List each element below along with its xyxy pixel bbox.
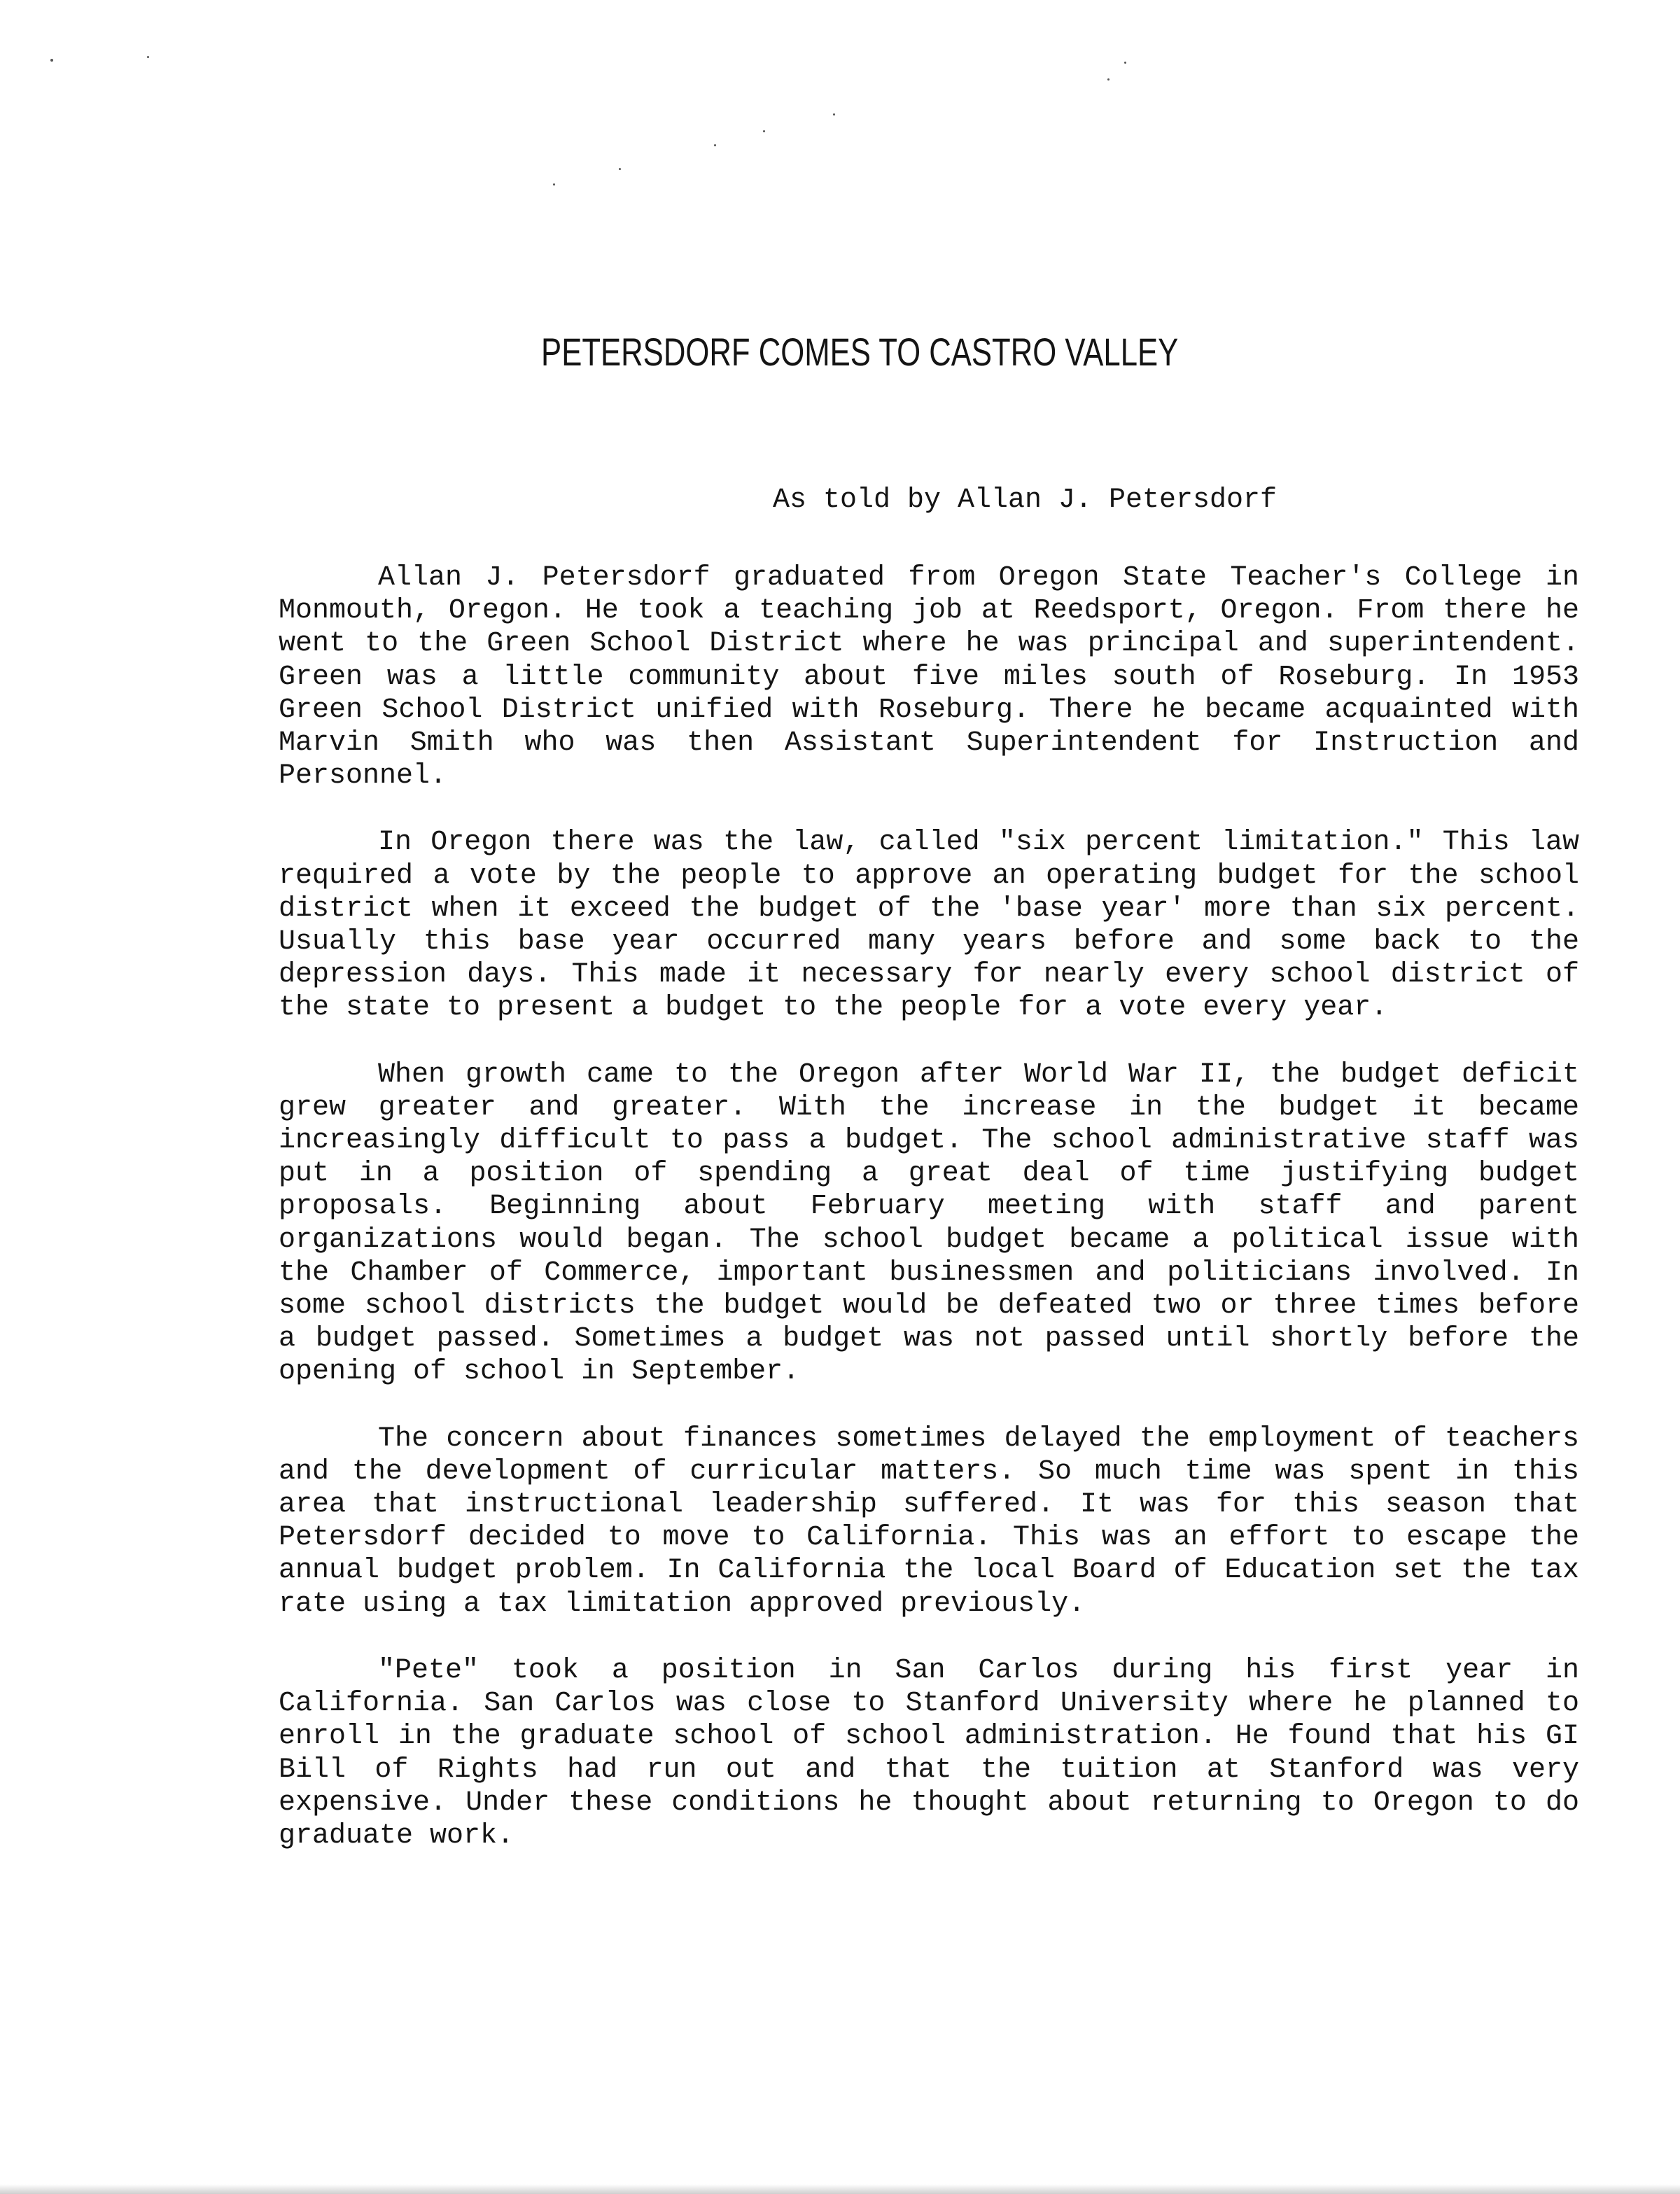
document-byline: As told by Allan J. Petersdorf	[772, 484, 1278, 516]
scan-speck	[50, 59, 53, 62]
paragraph-1: Allan J. Petersdorf graduated from Oregon State Teacher's College in Monmouth, Oregon. He took a teaching job at Reedsport, Oregon. From there he went to the Green School District where he was principal and superintendent. Green was a little community about five miles south of Roseburg. In 1953 Green School District unified with Roseburg. There he became acquainted with Marvin Smith who was then Assistant Superintendent for Instruction and Personnel.	[279, 562, 1579, 792]
paragraph-2: In Oregon there was the law, called "six percent limitation." This law required a vote by the people to approve an operating budget for the school district when it exceed the budget of the 'base year' more than six percent. Usually this base year occurred many years before and some back to the depression days. This made it necessary for nearly every school district of the state to present a budget to the people for a vote every year.	[279, 827, 1579, 1024]
scan-speck	[147, 56, 149, 58]
paragraph-4: The concern about finances sometimes delayed the employment of teachers and the development of curricular matters. So much time was spent in this area that instructional leadership suffered. It was for this season that Petersdorf decided to move to California. This was an effort to escape the annual budget problem. In California the local Board of Education set the tax rate using a tax limitation approved previously.	[279, 1423, 1579, 1620]
scan-speck	[553, 183, 555, 186]
scan-speck	[833, 113, 835, 116]
scan-speck	[763, 130, 765, 132]
paragraph-3: When growth came to the Oregon after World War II, the budget deficit grew greater and greater. With the increase in the budget it became increasingly difficult to pass a budget. The school administrative staff was put in a position of spending a great deal of time justifying budget proposals. Beginning about February meeting with staff and parent organizations would began. The school budget became a political issue with the Chamber of Commerce, important businessmen and politicians involved. In some school districts the budget would be defeated two or three times before a budget passed. Sometimes a budget was not passed until shortly before the opening of school in September.	[279, 1058, 1579, 1388]
paragraph-5: "Pete" took a position in San Carlos during his first year in California. San Carlos was close to Stanford University where he planned to enroll in the graduate school of school administration. He found that his GI Bill of Rights had run out and that the tuition at Stanford was very expensive. Under these conditions he thought about returning to Oregon to do graduate work.	[279, 1654, 1579, 1852]
scan-bottom-edge	[0, 2184, 1680, 2194]
scan-speck	[1107, 78, 1110, 81]
document-body	[279, 561, 1579, 1886]
scan-speck	[1124, 62, 1126, 64]
scan-speck	[619, 168, 621, 170]
document-title: PETERSDORF COMES TO CASTRO VALLEY	[541, 330, 1179, 374]
scan-speck	[714, 144, 716, 146]
